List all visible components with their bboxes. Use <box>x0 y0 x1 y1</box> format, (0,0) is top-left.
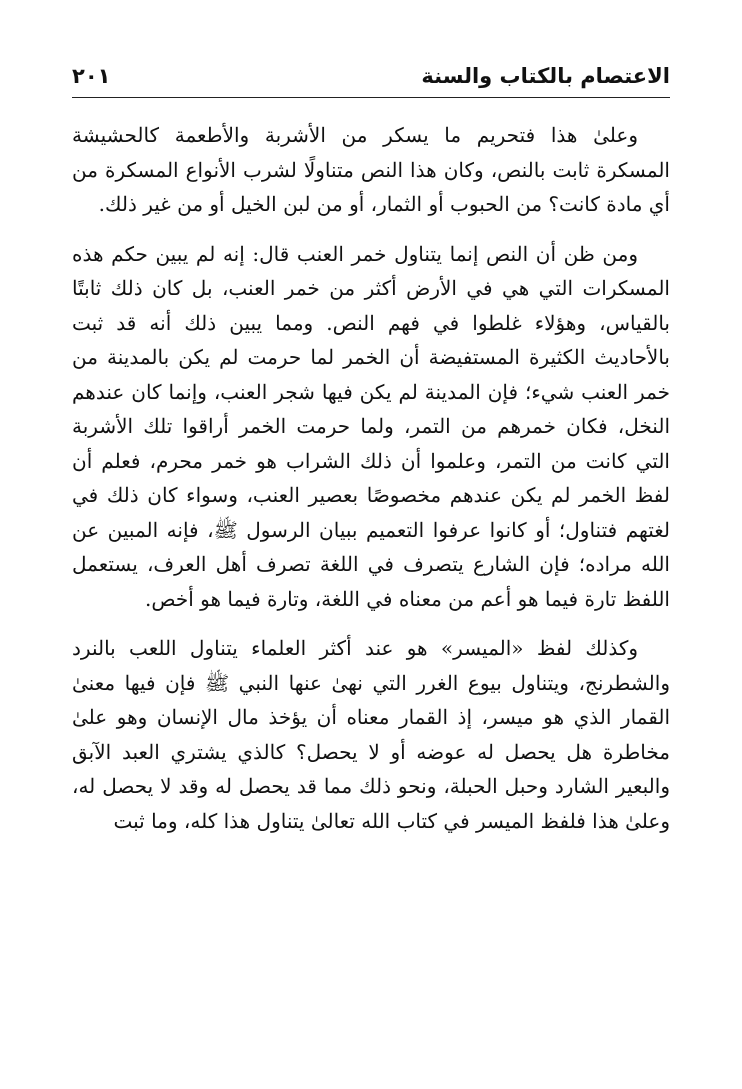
paragraph-2: ومن ظن أن النص إنما يتناول خمر العنب قال: إنه لم يبين حكم هذه المسكرات التي هي في الأرض أكثر من خمر العنب، بل كان ذلك ثابتًا بالقياس، وهؤلاء غلطوا في فهم النص. ومما يبين ذلك أنه قد ثبت بالأحاديث الكثيرة المستفيضة أن الخمر لما حرمت لم يكن بالمدينة من خمر العنب شيء؛ فإن المدينة لم يكن فيها شجر العنب، وإنما كان عندهم النخل، فكان خمرهم من التمر، ولما حرمت الخمر أراقوا تلك الأشربة التي كانت من التمر، وعلموا أن ذلك الشراب هو خمر محرم، فعلم أن لفظ الخمر لم يكن عندهم مخصوصًا بعصير العنب، وسواء كان ذلك في لغتهم فتناول؛ أو كانوا عرفوا التعميم ببيان الرسول ﷺ، فإنه المبين عن الله مراده؛ فإن الشارع يتصرف في اللغة تصرف أهل العرف، يستعمل اللفظ تارة فيما هو أعم من معناه في اللغة، وتارة فيما هو أخص. <box>72 241 670 611</box>
page-number: ٢٠١ <box>72 64 111 88</box>
paragraph-1: وعلىٰ هذا فتحريم ما يسكر من الأشربة والأطعمة كالحشيشة المسكرة ثابت بالنص، وكان هذا النص متناولًا لشرب الأنواع المسكرة من أي مادة كانت؟ من الحبوب أو الثمار، أو من لبن الخيل أو من غير ذلك. <box>72 123 670 216</box>
running-title: الاعتصام بالكتاب والسنة <box>421 64 670 88</box>
running-header <box>72 58 670 98</box>
paragraph-3: وكذلك لفظ «الميسر» هو عند أكثر العلماء يتناول اللعب بالنرد والشطرنج، ويتناول بيوع الغرر التي نهىٰ عنها النبي ﷺ فإن فيها معنىٰ القمار الذي هو ميسر، إذ القمار معناه أن يؤخذ مال الإنسان وهو علىٰ مخاطرة هل يحصل له عوضه أو لا يحصل؟ كالذي يشتري العبد الآبق والبعير الشارد وحبل الحبلة، ونحو ذلك مما قد يحصل له وقد لا يحصل له، وعلىٰ هذا فلفظ الميسر في كتاب الله تعالىٰ يتناول هذا كله، وما ثبت <box>72 636 671 833</box>
header-rule <box>72 97 670 98</box>
body-text <box>72 118 670 838</box>
